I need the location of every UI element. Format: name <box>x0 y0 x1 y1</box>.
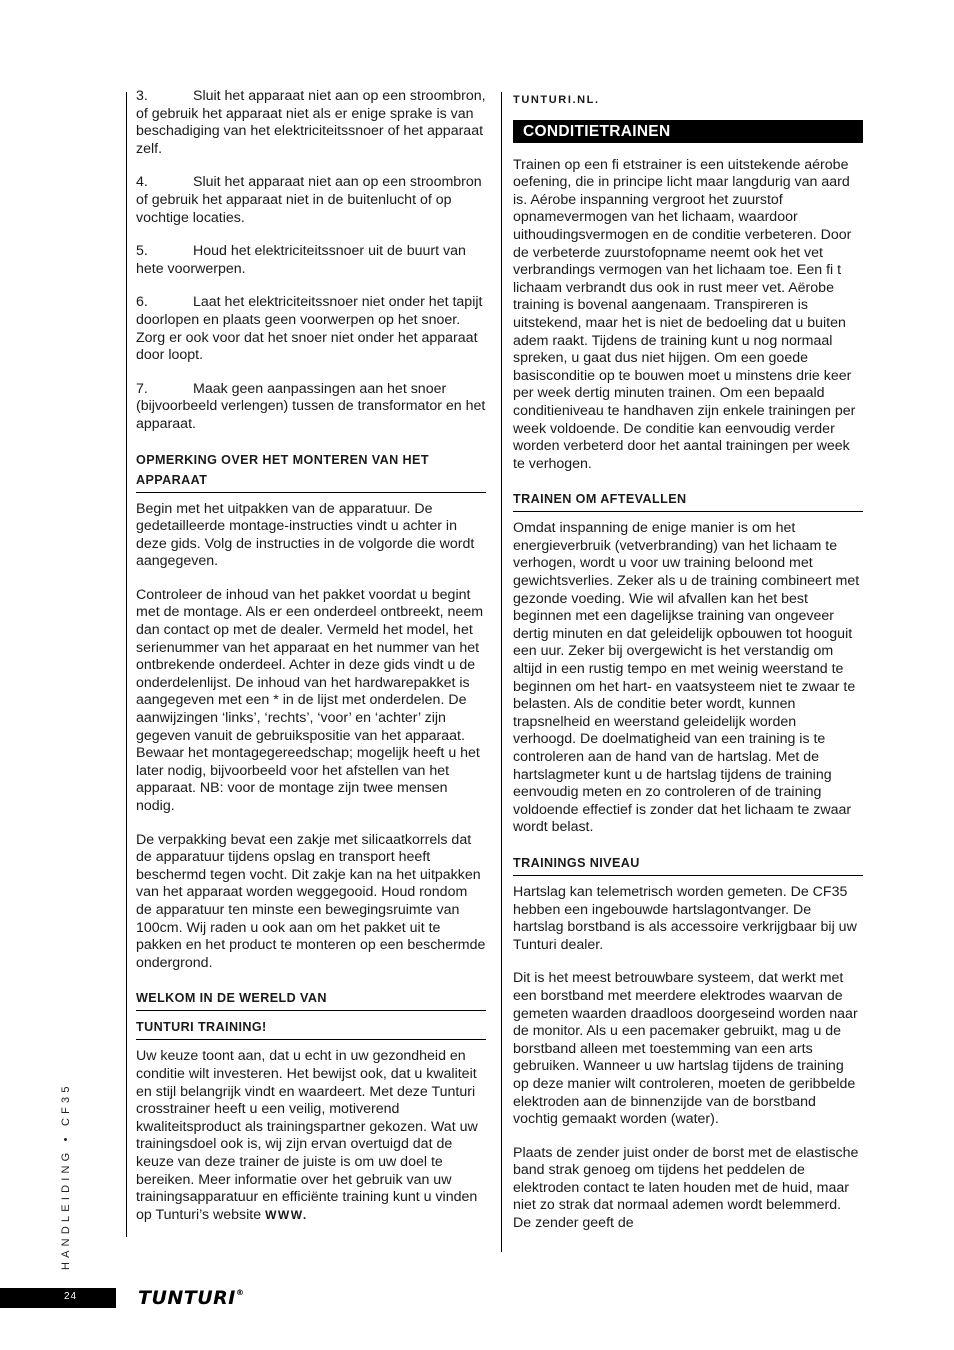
item-text: Houd het elektriciteitssnoer uit de buurt van hete voorwerpen. <box>136 243 466 277</box>
welcome-paragraph <box>136 1048 486 1224</box>
assembly-paragraph-2: Controleer de inhoud van het pakket voordat u begint met de montage. Als er een onderdeel ontbreekt, neem dan contact op met de dealer. Vermeld het model, het serienummer van het apparaat en het nummer van het ontbrekende onderdeel. Achter in deze gids vindt u de onderdelenlijst. De inhoud van het hardwarepakket is aangegeven met een * in de lijst met onderdelen. De aanwijzingen ‘links’, ‘rechts’, ‘voor’ en ‘achter’ zijn gegeven vanuit de gebruikspositie van het apparaat. Bewaar het montagegereedschap; mogelijk heeft u het later nodig, bijvoorbeeld voor het afstellen van het apparaat. NB: voor de montage zijn twee mensen nodig. <box>136 586 484 814</box>
tunturi-logo <box>138 1287 244 1309</box>
assembly-paragraph-3: De verpakking bevat een zakje met silicaatkorrels dat de apparatuur tijdens opslag en transport heeft beschermd tegen vocht. Dit zakje kan na het uitpakken van het apparaat worden weggegooid. Houd rondom de apparatuur ten minste een bewegingsruimte van 100cm. Wij raden u ook aan om het pakket uit te pakken en het product te monteren op een beschermde ondergrond. <box>136 831 486 971</box>
item-text: Sluit het apparaat niet aan op een stroombron of gebruik het apparaat niet in de buitenlucht of op vochtige locaties. <box>136 174 482 226</box>
afvallen-heading: TRAINEN OM AFTEVALLEN <box>513 489 863 512</box>
welcome-text: Uw keuze toont aan, dat u echt in uw gezondheid en conditie wilt investeren. Het bewijst ook, dat u kwaliteit en stijl belangrijk vindt en waardeert. Met deze Tunturi crosstrainer heeft u een veilig, motiverend kwaliteitsproduct als trainingspartner gekozen. Wat uw trainingsdoel ook is, wij zijn ervan overtuigd dat de keuze van deze trainer de juiste is om uw doel te bereiken. Meer informatie over het gebruik van uw trainingsapparatuur en efficiënte training kunt u vinden op Tunturi’s website <box>136 1048 478 1223</box>
item-text: Laat het elektriciteitssnoer niet onder het tapijt doorlopen en plaats geen voorwerpen op het snoer. Zorg er ook voor dat het snoer niet onder het apparaat door loopt. <box>136 294 483 364</box>
conditie-paragraph: Trainen op een fi etstrainer is een uitstekende aérobe oefening, die in principe licht maar langdurig van aard is. Aérobe inspanning vergroot het zuurstof opnamevermogen van het lichaam, waardoor uithoudingsvermogen en de conditie verbeteren. Door de verbeterde zuurstofopname neemt ook het vet verbrandings vermogen van het lichaam toe. Een fi t lichaam verbrandt dus ook in rust meer vet. Aërobe training is bovenal aangenaam. Transpireren is uitstekend, maar het is niet de bedoeling dat u buiten adem raakt. Tijdens de training kunt u nog normaal spreken, u gaat dus niet hijgen. Om een goede basisconditie op te bouwen moet u minstens drie keer per week dertig minuten trainen. Om een bepaald conditieniveau te handhaven zijn enkele trainingen per week voldoende. De conditie kan eenvoudig verder worden verbeterd door het aantal trainingen per week te verhogen. <box>513 156 856 472</box>
assembly-heading: OPMERKING OVER HET MONTEREN VAN HET APPARAAT <box>136 450 486 493</box>
safety-item-3 <box>136 88 486 158</box>
right-column <box>513 88 863 1249</box>
item-number: 4. <box>136 174 148 191</box>
assembly-paragraph-1: Begin met het uitpakken van de apparatuur. De gedetailleerde montage-instructies vindt u achter in deze gids. Volg de instructies in de volgorde die wordt aangegeven. <box>136 500 475 570</box>
website-prefix: WWW. <box>265 1207 308 1222</box>
welcome-heading-line-1: WELKOM IN DE WERELD VAN <box>136 988 486 1011</box>
safety-item-5 <box>136 243 486 278</box>
left-column <box>136 88 486 1240</box>
safety-item-6 <box>136 294 486 364</box>
safety-item-4 <box>136 174 486 227</box>
item-number: 7. <box>136 380 148 397</box>
niveau-paragraph-1: Hartslag kan telemetrisch worden gemeten. De CF35 hebben een ingebouwde hartslagontvanger. De hartslag borstband is als accessoire verkrijgbaar bij uw Tunturi dealer. <box>513 883 857 953</box>
safety-item-7 <box>136 381 486 434</box>
left-column-rule <box>126 92 127 1237</box>
conditie-heading: CONDITIETRAINEN <box>513 120 863 143</box>
logo-text: TUNTURI <box>138 1287 236 1309</box>
welcome-heading-line-2: TUNTURI TRAINING! <box>136 1017 486 1040</box>
page-number: 24 <box>64 1291 78 1302</box>
item-text: Maak geen aanpassingen aan het snoer (bijvoorbeeld verlengen) tussen de transformator en het apparaat. <box>136 380 486 432</box>
item-number: 5. <box>136 243 148 260</box>
page-number-bar <box>0 1288 116 1308</box>
niveau-heading: TRAININGS NIVEAU <box>513 853 863 876</box>
manual-side-label: HANDLEIDING • CF35 <box>60 1082 72 1270</box>
afvallen-paragraph: Omdat inspanning de enige manier is om het energieverbruik (vetverbranding) van het lichaam te verhogen, wordt u voor uw training beloond met gewichtsverlies. Zeker als u de training combineert met gezonde voeding. Wie wil afvallen kan het best beginnen met een dagelijkse training van ongeveer dertig minuten en dat geleidelijk opbouwen tot hooguit een uur. Zeker bij overgewicht is het verstandig om altijd in een rustig tempo en met weinig weerstand te beginnen om het hart- en vaatsysteem niet te zwaar te belasten. Als de conditie beter wordt, kunnen trapsnelheid en weerstand geleidelijk worden verhoogd. De doelmatigheid van een training is te controleren aan de hand van de hartslag. Met de hartslagmeter kunt u de hartslag tijdens de training eenvoudig meten en zo controleren of de training voldoende effectief is zonder dat het lichaam te zwaar wordt belast. <box>513 520 860 836</box>
item-text: Sluit het apparaat niet aan op een stroombron, of gebruik het apparaat niet als er enige sprake is van beschadiging van het elektriciteitssnoer of het apparaat zelf. <box>136 88 486 157</box>
niveau-paragraph-2: Dit is het meest betrouwbare systeem, dat werkt met een borstband met meerdere elektrodes waarvan de gemeten waarden draadloos doorgeseind worden naar de monitor. Als u een pacemaker gebruikt, mag u de borstband alleen met toestemming van een arts gebruiken. Wanneer u uw hartslag tijdens de training op deze manier wilt controleren, moeten de geribbelde elektroden aan de binnenzijde van de borstband vochtig gemaakt worden (water). <box>513 970 858 1128</box>
website-continuation: TUNTURI.NL. <box>513 94 600 106</box>
item-number: 6. <box>136 294 148 311</box>
niveau-paragraph-3: Plaats de zender juist onder de borst met de elastische band strak genoeg om tijdens het peddelen de elektroden contact te laten houden met de huid, maar niet zo strak dat normaal ademen wordt belemmerd. De zender geeft de <box>513 1144 859 1232</box>
registered-mark: ® <box>235 1288 245 1297</box>
item-number: 3. <box>136 88 148 104</box>
right-column-rule <box>501 92 502 1252</box>
